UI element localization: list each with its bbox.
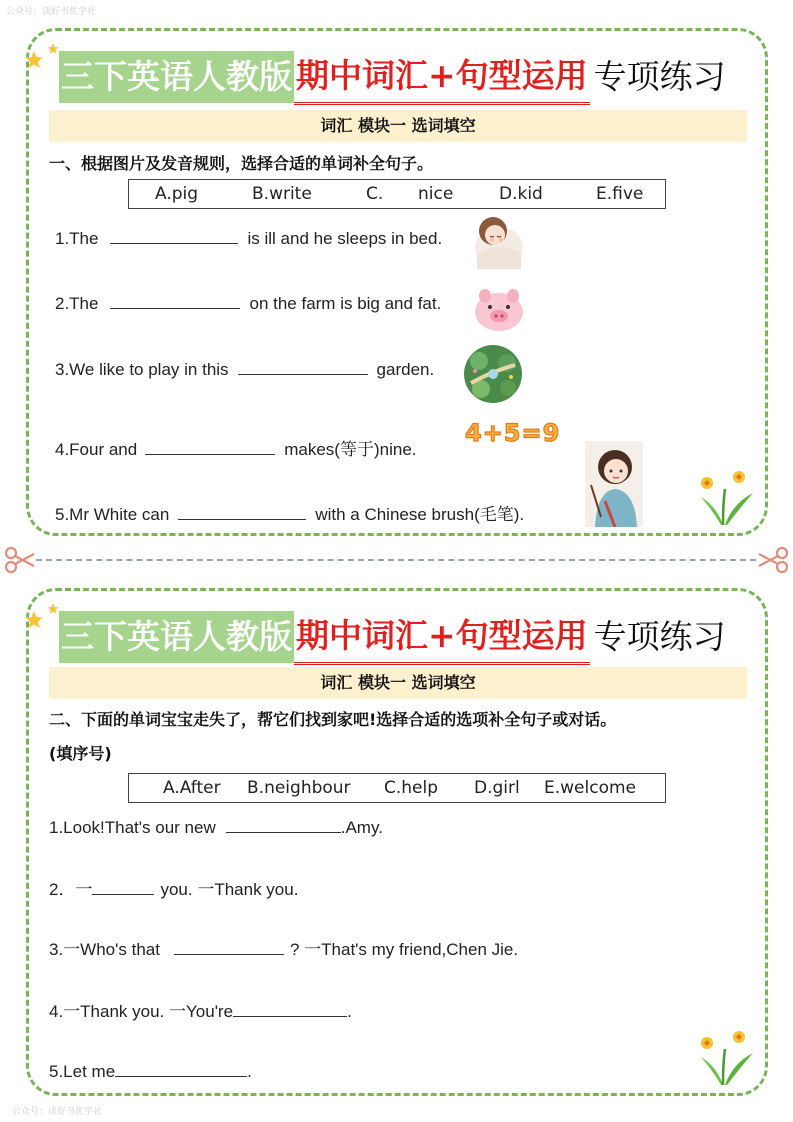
flower-icon <box>687 467 759 527</box>
title-red: 期中词汇+句型运用 <box>294 50 590 105</box>
answer-blank[interactable] <box>110 291 240 309</box>
question-5 <box>55 500 524 525</box>
title-green: 三下英语人教版 <box>59 611 294 663</box>
question-text: on the farm is big and fat. <box>249 294 442 313</box>
question-text: . <box>347 1002 352 1021</box>
option-a: A.pig <box>155 184 199 204</box>
module-bar: 词汇 模块一 选词填空 <box>49 110 747 142</box>
question-4 <box>49 997 352 1022</box>
answer-blank[interactable] <box>115 1059 247 1077</box>
girl-writing-picture <box>585 441 643 527</box>
question-text: .Amy. <box>340 818 383 837</box>
option-e: E.five <box>596 184 644 204</box>
question-text: . <box>247 1062 252 1081</box>
question-5 <box>49 1059 252 1082</box>
exercise-panel-2 <box>26 588 768 1096</box>
answer-blank[interactable] <box>178 502 306 520</box>
question-text: 1.Look!That's our new <box>49 818 216 837</box>
option-c-word: nice <box>418 184 454 204</box>
instruction: 二、下面的单词宝宝走失了，帮它们找到家吧!选择合适的选项补全句子或对话。 <box>49 710 617 729</box>
page-title <box>59 611 726 663</box>
instruction-note: (填序号) <box>49 744 112 763</box>
title-black: 专项练习 <box>593 57 726 96</box>
title-black: 专项练习 <box>593 617 726 656</box>
question-text: garden. <box>376 360 435 379</box>
title-red: 期中词汇+句型运用 <box>294 610 590 665</box>
question-text: 4.Four and <box>55 440 138 459</box>
answer-blank[interactable] <box>174 937 284 955</box>
question-1 <box>55 226 442 249</box>
option-e: E.welcome <box>544 778 636 798</box>
word-options-box <box>128 179 666 209</box>
answer-blank[interactable] <box>92 877 154 895</box>
flower-icon <box>687 1027 759 1087</box>
question-3 <box>49 935 518 960</box>
question-1 <box>49 815 383 838</box>
garden-picture <box>461 343 525 405</box>
sick-kid-picture <box>469 209 525 271</box>
scissors-icon <box>4 546 36 574</box>
option-c: C.help <box>384 778 439 798</box>
question-text: 1.The <box>55 229 99 248</box>
question-text: you. 一Thank you. <box>160 880 299 899</box>
math-equation-picture: 4+5=9 <box>465 419 561 447</box>
question-text: with a Chinese brush(毛笔). <box>315 505 525 524</box>
option-c: C. <box>366 184 384 204</box>
option-a: A.After <box>163 778 221 798</box>
star-icon <box>23 41 63 75</box>
answer-blank[interactable] <box>110 226 238 244</box>
option-d: D.girl <box>474 778 520 798</box>
question-text: is ill and he sleeps in bed. <box>247 229 443 248</box>
title-green: 三下英语人教版 <box>59 51 294 103</box>
pig-picture <box>471 286 527 334</box>
question-3 <box>55 357 434 380</box>
cut-line-divider <box>36 559 756 561</box>
answer-blank[interactable] <box>233 999 347 1017</box>
answer-blank[interactable] <box>226 815 341 833</box>
question-text: 5.Let me <box>49 1062 116 1081</box>
question-text: 3.We like to play in this <box>55 360 229 379</box>
instruction: 一、根据图片及发音规则，选择合适的单词补全句子。 <box>49 154 434 173</box>
answer-blank[interactable] <box>145 437 275 455</box>
watermark-top: 公众号：读好书优学社 <box>6 7 97 17</box>
question-text: ? 一That's my friend,Chen Jie. <box>289 940 519 959</box>
watermark-bottom: 公众号：读好书优学社 <box>12 1107 103 1117</box>
module-bar: 词汇 模块一 选词填空 <box>49 667 747 699</box>
exercise-panel-1 <box>26 28 768 536</box>
question-text: 5.Mr White can <box>55 505 170 524</box>
scissors-icon <box>757 546 789 574</box>
question-text: 4.一Thank you. 一You're <box>49 1002 234 1021</box>
question-text: 2.The <box>55 294 99 313</box>
word-options-box <box>128 773 666 803</box>
answer-blank[interactable] <box>238 357 368 375</box>
option-d: D.kid <box>499 184 543 204</box>
question-text: 3.一Who's that <box>49 940 160 959</box>
page-title <box>59 51 726 103</box>
question-2 <box>49 875 298 900</box>
question-text: 2．一 <box>49 880 93 899</box>
option-b: B.neighbour <box>247 778 351 798</box>
question-2 <box>55 291 441 314</box>
question-4 <box>55 435 417 460</box>
option-b: B.write <box>252 184 312 204</box>
question-text: makes(等于)nine. <box>284 440 417 459</box>
star-icon <box>23 601 63 635</box>
